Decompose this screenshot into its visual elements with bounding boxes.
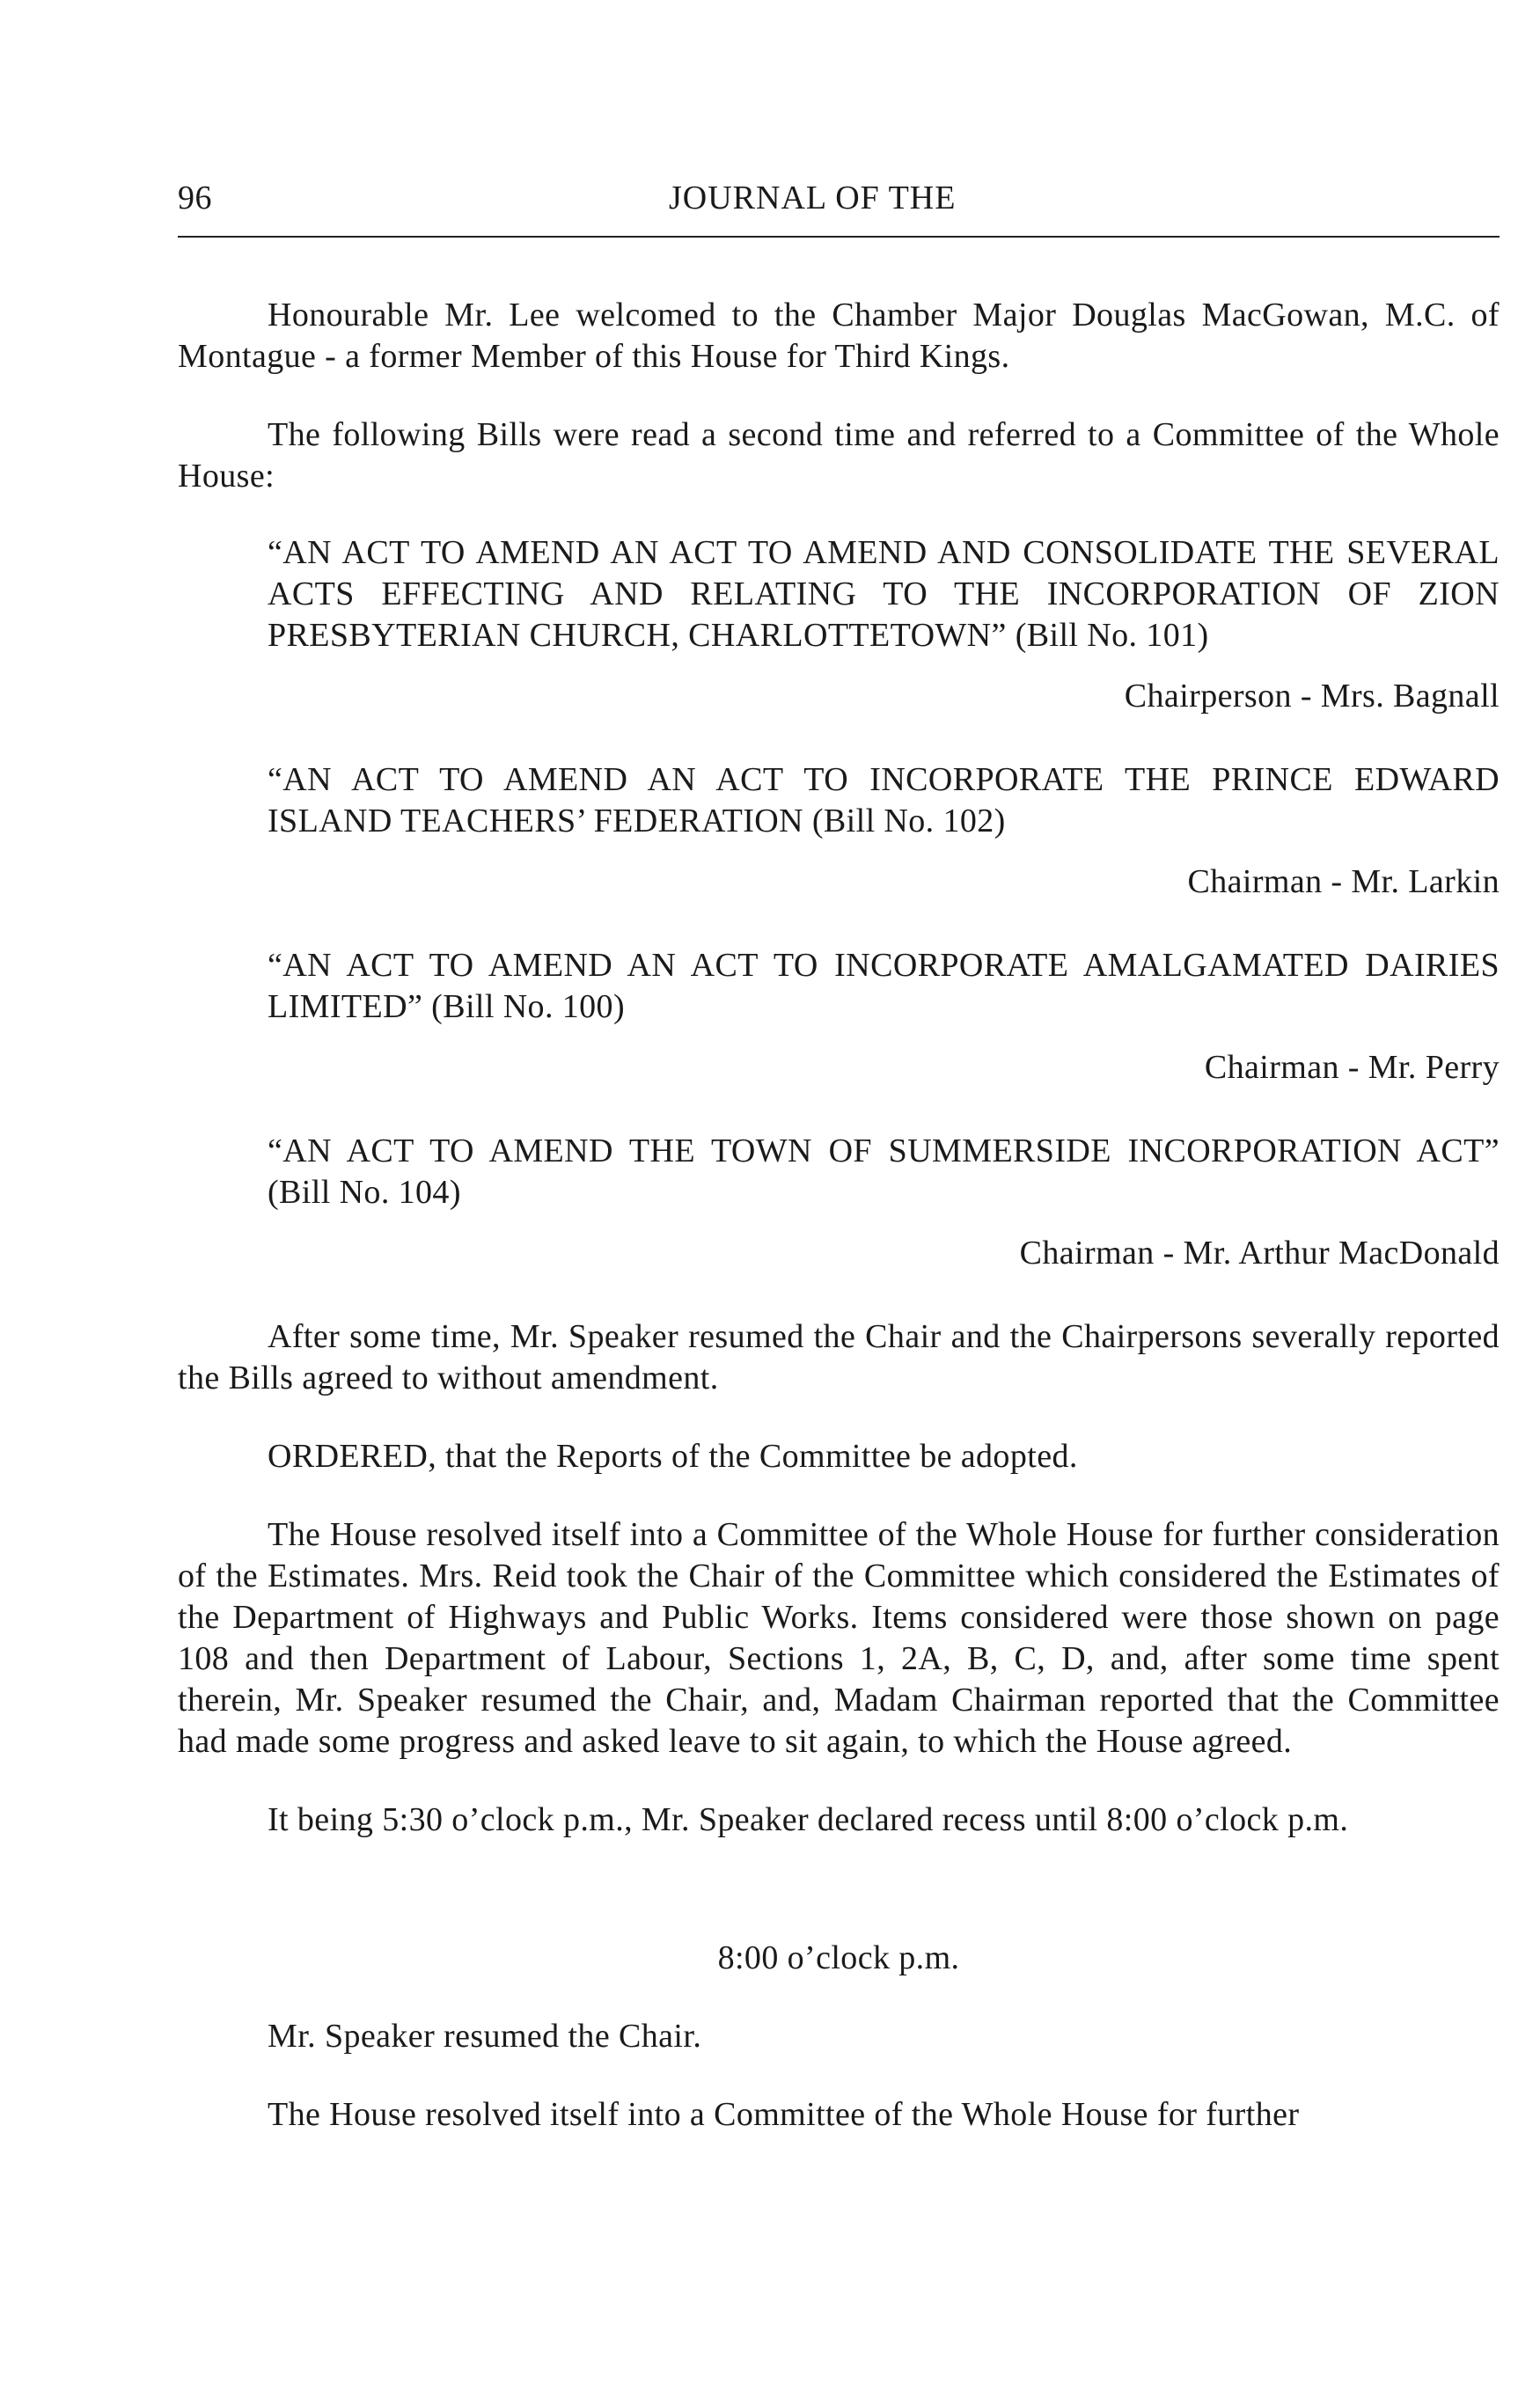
bill-chairperson: Chairman - Mr. Arthur MacDonald	[1019, 1235, 1500, 1272]
bill-entry	[178, 759, 1500, 903]
page-number: 96	[178, 180, 212, 216]
bill-title: “AN ACT TO AMEND AN ACT TO AMEND AND CONSOLIDATE THE SEVERAL ACTS EFFECTING AND RELATING TO THE INCORPORATION OF ZION PRESBYTERIAN CHURCH, CHARLOTTETOWN” (Bill No. 101)	[268, 534, 1500, 654]
paragraph-bills-intro: The following Bills were read a second time and referred to a Committee of the Whole House:	[178, 416, 1500, 495]
paragraph-after-time: After some time, Mr. Speaker resumed the Chair and the Chairpersons severally reported the Bills agreed to without amendment.	[178, 1318, 1500, 1396]
bill-entry	[178, 945, 1500, 1088]
paragraph-recess: It being 5:30 o’clock p.m., Mr. Speaker declared recess until 8:00 o’clock p.m.	[268, 1801, 1349, 1838]
bill-entry	[178, 1131, 1500, 1274]
bill-title: “AN ACT TO AMEND THE TOWN OF SUMMERSIDE INCORPORATION ACT” (Bill No. 104)	[268, 1132, 1500, 1211]
bill-title: “AN ACT TO AMEND AN ACT TO INCORPORATE AMALGAMATED DAIRIES LIMITED” (Bill No. 100)	[268, 947, 1500, 1025]
bill-chairperson: Chairman - Mr. Perry	[1204, 1049, 1500, 1086]
paragraph-ordered: ORDERED, that the Reports of the Committee be adopted.	[268, 1438, 1078, 1475]
bill-chairperson: Chairman - Mr. Larkin	[1187, 863, 1500, 900]
running-head: JOURNAL OF THE	[669, 180, 957, 216]
bill-title: “AN ACT TO AMEND AN ACT TO INCORPORATE THE PRINCE EDWARD ISLAND TEACHERS’ FEDERATION (Bill No. 102)	[268, 761, 1500, 839]
page-body	[178, 295, 1500, 2173]
paragraph-estimates: The House resolved itself into a Committee of the Whole House for further consideration of the Estimates. Mrs. Reid took the Chair of the Committee which considered the Estimates of the Department of Highways and Public Works. Items considered were those shown on page 108 and then Department of Labour, Sections 1, 2A, B, C, D, and, after some time spent therein, Mr. Speaker resumed the Chair, and, Madam Chairman reported that the Committee had made some progress and asked leave to sit again, to which the House agreed.	[178, 1516, 1500, 1760]
paragraph-welcome: Honourable Mr. Lee welcomed to the Chamber Major Douglas MacGowan, M.C. of Montague - a former Member of this House for Third Kings.	[178, 297, 1500, 375]
bill-chairperson: Chairperson - Mrs. Bagnall	[1124, 678, 1500, 715]
paragraph-final: The House resolved itself into a Committee of the Whole House for further	[268, 2096, 1300, 2133]
time-heading: 8:00 o’clock p.m.	[717, 1939, 960, 1976]
paragraph-resumed: Mr. Speaker resumed the Chair.	[268, 2018, 702, 2055]
bill-entry	[178, 532, 1500, 717]
header-rule	[178, 236, 1500, 238]
